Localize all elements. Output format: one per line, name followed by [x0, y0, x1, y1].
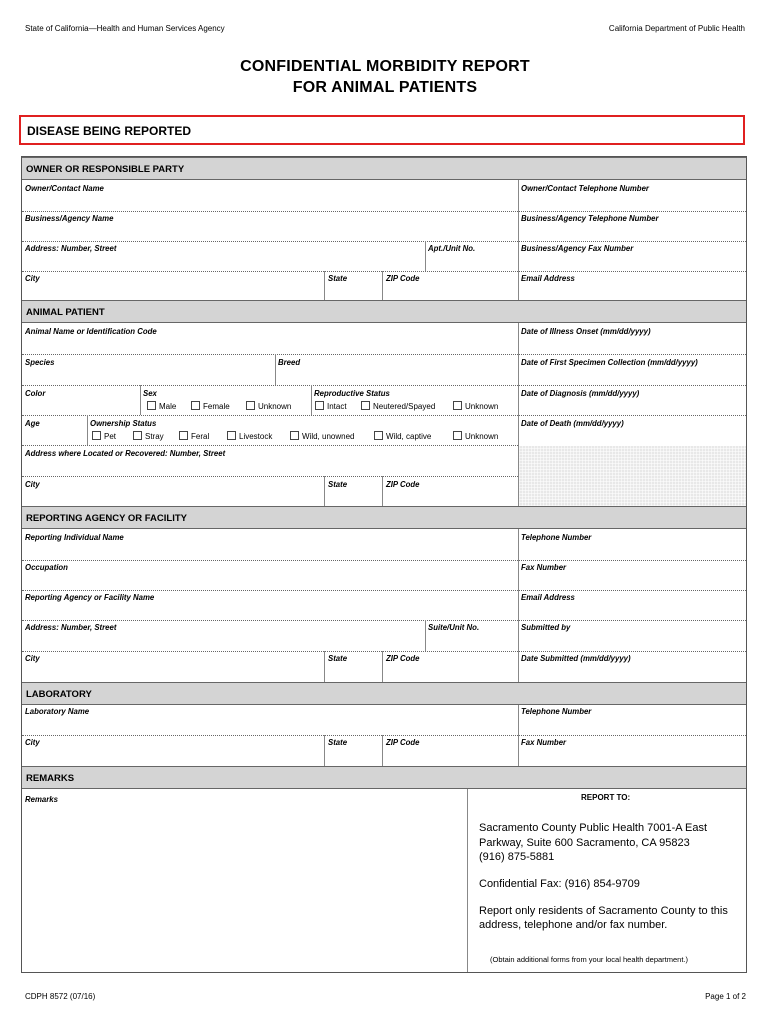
disease-being-reported-field[interactable] [19, 115, 745, 145]
laboratory-name-field[interactable]: Laboratory Name [25, 707, 90, 716]
owner-section-header [22, 157, 746, 180]
ownership-unknown-checkbox[interactable] [453, 431, 498, 441]
report-to-label: REPORT TO: [581, 793, 631, 802]
reporting-phone-field[interactable]: Telephone Number [521, 533, 592, 542]
reporting-section-header [22, 506, 746, 529]
page-number: Page 1 of 2 [705, 992, 746, 1001]
checkbox-box[interactable] [179, 431, 188, 440]
animal-city-field[interactable]: City [25, 480, 40, 489]
color-field[interactable]: Color [25, 389, 46, 398]
date-submitted-field[interactable]: Date Submitted (mm/dd/yyyy) [521, 654, 631, 663]
facility-name-field[interactable]: Reporting Agency or Facility Name [25, 593, 155, 602]
sex-label: Sex [143, 389, 157, 398]
business-agency-phone-field[interactable]: Business/Agency Telephone Number [521, 214, 659, 223]
checkbox-box[interactable] [147, 401, 156, 410]
ownership-livestock-label: Livestock [239, 432, 273, 441]
owner-state-field[interactable]: State [328, 274, 348, 283]
remarks-section-header [22, 766, 746, 789]
checkbox-box[interactable] [246, 401, 255, 410]
laboratory-city-field[interactable]: City [25, 738, 40, 747]
sex-male-checkbox[interactable] [147, 401, 176, 411]
ownership-feral-label: Feral [191, 432, 210, 441]
department-header: California Department of Public Health [608, 24, 745, 33]
reporting-suite-field[interactable]: Suite/Unit No. [428, 623, 480, 632]
ownership-wild-unowned-label: Wild, unowned [302, 432, 355, 441]
location-address-field[interactable]: Address where Located or Recovered: Number, Street [25, 449, 226, 458]
owner-contact-phone-field[interactable]: Owner/Contact Telephone Number [521, 184, 649, 193]
reporting-section-title: REPORTING AGENCY OR FACILITY [26, 513, 187, 524]
business-agency-name-field[interactable]: Business/Agency Name [25, 214, 114, 223]
unused-shaded-area [519, 446, 746, 506]
ownership-wild-captive-checkbox[interactable] [374, 431, 431, 441]
form-title-line2: FOR ANIMAL PATIENTS [292, 79, 478, 96]
business-agency-fax-field[interactable]: Business/Agency Fax Number [521, 244, 634, 253]
ownership-unknown-label: Unknown [465, 432, 499, 441]
owner-city-field[interactable]: City [25, 274, 40, 283]
reporting-city-field[interactable]: City [25, 654, 40, 663]
animal-state-field[interactable]: State [328, 480, 348, 489]
report-address-line2: Parkway, Suite 600 Sacramento, CA 95823 [479, 837, 690, 849]
checkbox-box[interactable] [374, 431, 383, 440]
sex-female-checkbox[interactable] [191, 401, 230, 411]
checkbox-box[interactable] [290, 431, 299, 440]
ownership-pet-checkbox[interactable] [92, 431, 116, 441]
checkbox-box[interactable] [453, 401, 462, 410]
form-number: CDPH 8572 (07/16) [25, 992, 96, 1001]
report-fax: Confidential Fax: (916) 854-9709 [479, 878, 640, 890]
owner-address-field[interactable]: Address: Number, Street [25, 244, 117, 253]
repro-unknown-checkbox[interactable] [453, 401, 498, 411]
breed-field[interactable]: Breed [278, 358, 301, 367]
reporting-address-field[interactable]: Address: Number, Street [25, 623, 117, 632]
checkbox-box[interactable] [227, 431, 236, 440]
owner-contact-name-field[interactable]: Owner/Contact Name [25, 184, 104, 193]
reporting-individual-field[interactable]: Reporting Individual Name [25, 533, 124, 542]
repro-neutered-checkbox[interactable] [361, 401, 435, 411]
animal-zip-field[interactable]: ZIP Code [386, 480, 420, 489]
ownership-wild-captive-label: Wild, captive [386, 432, 432, 441]
reporting-zip-field[interactable]: ZIP Code [386, 654, 420, 663]
occupation-field[interactable]: Occupation [25, 563, 68, 572]
species-field[interactable]: Species [25, 358, 55, 367]
checkbox-box[interactable] [191, 401, 200, 410]
agency-header: State of California—Health and Human Services Agency [25, 24, 225, 33]
obtain-forms-note: (Obtain additional forms from your local health department.) [490, 955, 689, 964]
owner-apt-field[interactable]: Apt./Unit No. [428, 244, 476, 253]
animal-section-title: ANIMAL PATIENT [26, 307, 105, 318]
illness-onset-date-field[interactable]: Date of Illness Onset (mm/dd/yyyy) [521, 327, 651, 336]
specimen-collection-date-field[interactable]: Date of First Specimen Collection (mm/dd/yyyy) [521, 358, 698, 367]
ownership-livestock-checkbox[interactable] [227, 431, 272, 441]
sex-female-label: Female [203, 402, 230, 411]
repro-intact-label: Intact [327, 402, 347, 411]
report-phone: (916) 875-5881 [479, 851, 555, 863]
animal-section-header [22, 300, 746, 323]
animal-name-field[interactable]: Animal Name or Identification Code [25, 327, 157, 336]
owner-section-title: OWNER OR RESPONSIBLE PARTY [26, 164, 185, 175]
repro-intact-checkbox[interactable] [315, 401, 347, 411]
ownership-feral-checkbox[interactable] [179, 431, 209, 441]
death-date-field[interactable]: Date of Death (mm/dd/yyyy) [521, 419, 624, 428]
laboratory-state-field[interactable]: State [328, 738, 348, 747]
reporting-state-field[interactable]: State [328, 654, 348, 663]
laboratory-section-header [22, 682, 746, 705]
form-title-line1: CONFIDENTIAL MORBIDITY REPORT [240, 58, 530, 75]
sex-unknown-checkbox[interactable] [246, 401, 291, 411]
sex-unknown-label: Unknown [258, 402, 292, 411]
submitted-by-field[interactable]: Submitted by [521, 623, 571, 632]
reporting-email-field[interactable]: Email Address [521, 593, 575, 602]
repro-unknown-label: Unknown [465, 402, 499, 411]
checkbox-box[interactable] [133, 431, 142, 440]
ownership-stray-checkbox[interactable] [133, 431, 164, 441]
remarks-field[interactable]: Remarks [25, 795, 58, 804]
diagnosis-date-field[interactable]: Date of Diagnosis (mm/dd/yyyy) [521, 389, 640, 398]
laboratory-section-title: LABORATORY [26, 689, 92, 700]
reproductive-status-label: Reproductive Status [314, 389, 390, 398]
repro-neutered-label: Neutered/Spayed [373, 402, 436, 411]
report-form [21, 156, 747, 973]
ownership-status-label: Ownership Status [90, 419, 157, 428]
laboratory-fax-field[interactable]: Fax Number [521, 738, 567, 747]
report-note-line2: address, telephone and/or fax number. [479, 919, 668, 931]
checkbox-box[interactable] [361, 401, 370, 410]
ownership-wild-unowned-checkbox[interactable] [290, 431, 354, 441]
sex-male-label: Male [159, 402, 177, 411]
ownership-stray-label: Stray [145, 432, 164, 441]
report-note-line1: Report only residents of Sacramento County to this [479, 905, 728, 917]
laboratory-zip-field[interactable]: ZIP Code [386, 738, 420, 747]
disease-being-reported-label: DISEASE BEING REPORTED [27, 124, 192, 138]
owner-zip-field[interactable]: ZIP Code [386, 274, 420, 283]
age-field[interactable]: Age [25, 419, 40, 428]
checkbox-box[interactable] [315, 401, 324, 410]
checkbox-box[interactable] [92, 431, 101, 440]
checkbox-box[interactable] [453, 431, 462, 440]
remarks-section-title: REMARKS [26, 773, 75, 784]
reporting-fax-field[interactable]: Fax Number [521, 563, 567, 572]
report-address-line1: Sacramento County Public Health 7001-A East [479, 822, 708, 834]
laboratory-phone-field[interactable]: Telephone Number [521, 707, 592, 716]
owner-email-field[interactable]: Email Address [521, 274, 575, 283]
ownership-pet-label: Pet [104, 432, 117, 441]
